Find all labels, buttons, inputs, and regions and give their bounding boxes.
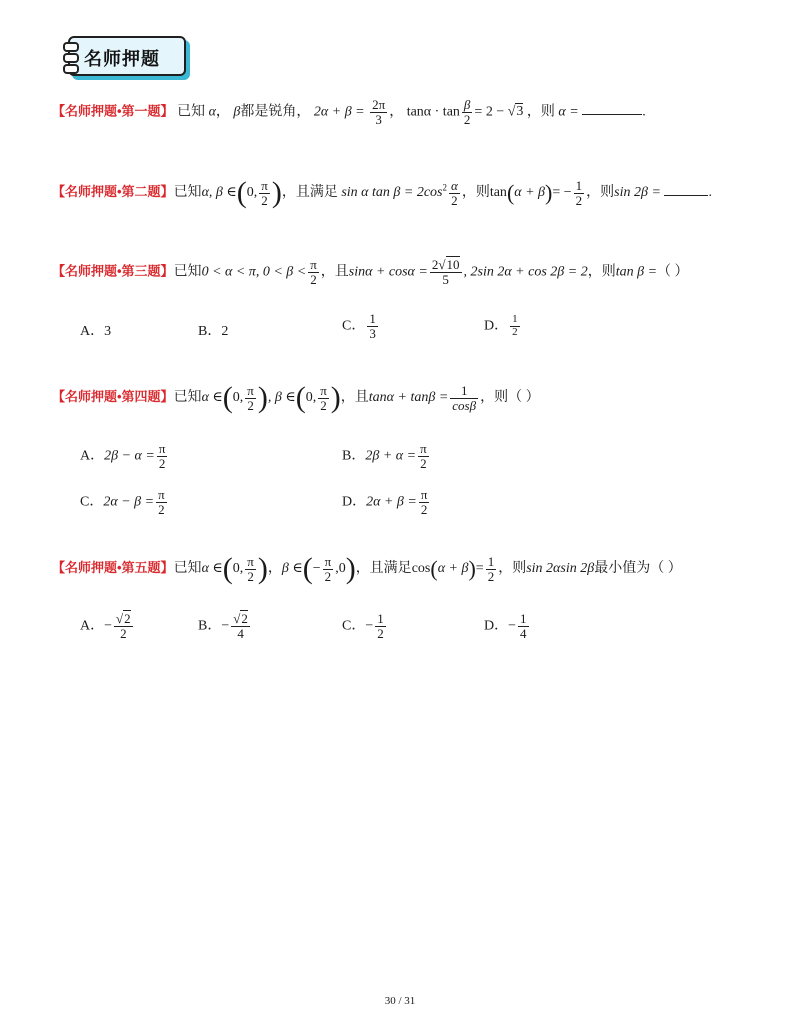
option-b[interactable]: B．2β + α = $\frac{\pi}{2}$ [342, 441, 427, 471]
option-c[interactable]: C．− $\frac{1}{2}$ [342, 611, 384, 641]
option-b[interactable]: B．− $\frac{√2}{4}$ [198, 611, 248, 641]
problem-tag: 【名师押题•第三题】 [52, 263, 174, 279]
fraction: $\frac{\pi}{2}$ [261, 177, 268, 208]
binder-ring-icon [63, 64, 79, 74]
page-number: 30 / 31 [384, 995, 416, 1007]
fraction: $\frac{\beta}{2}$ [463, 97, 471, 127]
fraction: $\frac{\alpha}{2}$ [451, 177, 458, 208]
problem-1: 【名师押题•第一题】 已知 α， β都是锐角， 2α + β = $\frac{2\pi}{3}$ ， tanα · tan $\frac{\beta}{2}$ = 2 − √3 ，则 α = . [52, 97, 646, 127]
fraction: $\frac{\pi}{2}$ [310, 257, 317, 287]
problem-3: 【名师押题•第三题】已知0 < α < π, 0 < β < $\frac{\pi}{2}$ ，且sinα + cosα = $\frac{2√10}{5}$ , 2sin 2α + cos 2β = 2，则tan β =（ ） [52, 257, 689, 287]
fraction: $\frac{1}{\cos\beta}$ [452, 382, 477, 413]
option-d[interactable]: D． $\frac{1}{2}$ [484, 313, 518, 338]
option-a[interactable]: A．3 [80, 324, 112, 339]
fraction: $\frac{1}{2}$ [487, 553, 495, 584]
fraction: $\frac{\pi}{2}$ [320, 382, 327, 413]
fraction: $\frac{1}{2}$ [575, 177, 583, 208]
option-c[interactable]: C． $\frac{1}{3}$ [342, 311, 376, 341]
problem-tag: 【名师押题•第五题】 [52, 560, 174, 576]
section-header-box [68, 36, 186, 76]
fraction: $\frac{\pi}{2}$ [247, 382, 254, 413]
problem-tag: 【名师押题•第四题】 [52, 389, 174, 405]
problem-4: 【名师押题•第四题】已知α ∈(0, $\frac{\pi}{2}$ ), β ∈(0, $\frac{\pi}{2}$ )，且tanα + tanβ = $\frac{1}{\cos\beta}$ ，则（ ） [52, 381, 540, 414]
option-d[interactable]: D．− $\frac{1}{4}$ [484, 611, 527, 641]
fraction: $\frac{\pi}{2}$ [247, 553, 254, 584]
fraction: $\frac{\pi}{2}$ [324, 553, 332, 584]
fraction: $\frac{2√10}{5}$ [431, 257, 460, 287]
problem-tag: 【名师押题•第一题】 [52, 103, 174, 119]
problem-2: 【名师押题•第二题】已知α, β ∈(0, $\frac{\pi}{2}$ )，且满足 sin α $\tan \beta = 2\cos^2$ $\frac{\alpha}{2}$ ，则tan(α + β)= − $\frac{1}{2}$ ，则sin 2β = . [52, 176, 712, 209]
option-a[interactable]: A．− $\frac{√2}{2}$ [80, 611, 131, 641]
option-b[interactable]: B．2 [198, 324, 229, 339]
fraction: $\frac{2\pi}{3}$ [372, 97, 386, 127]
answer-blank[interactable] [582, 114, 642, 115]
section-title: 名师押题 [84, 49, 160, 69]
problem-5: 【名师押题•第五题】已知α ∈(0, $\frac{\pi}{2}$ )，β ∈(− $\frac{\pi}{2}$ ,0)，且满足cos(α + β)= $\frac{1}{2}$ ，则sin 2αsin 2β最小值为（ ） [52, 552, 682, 585]
problem-tag: 【名师押题•第二题】 [52, 184, 174, 200]
binder-ring-icon [63, 42, 79, 52]
option-c[interactable]: C．2α − β = $\frac{\pi}{2}$ [80, 487, 165, 517]
answer-blank[interactable] [664, 195, 708, 196]
option-d[interactable]: D．2α + β = $\frac{\pi}{2}$ [342, 487, 428, 517]
binder-ring-icon [63, 53, 79, 63]
option-a[interactable]: A．2β − α = $\frac{\pi}{2}$ [80, 441, 166, 471]
